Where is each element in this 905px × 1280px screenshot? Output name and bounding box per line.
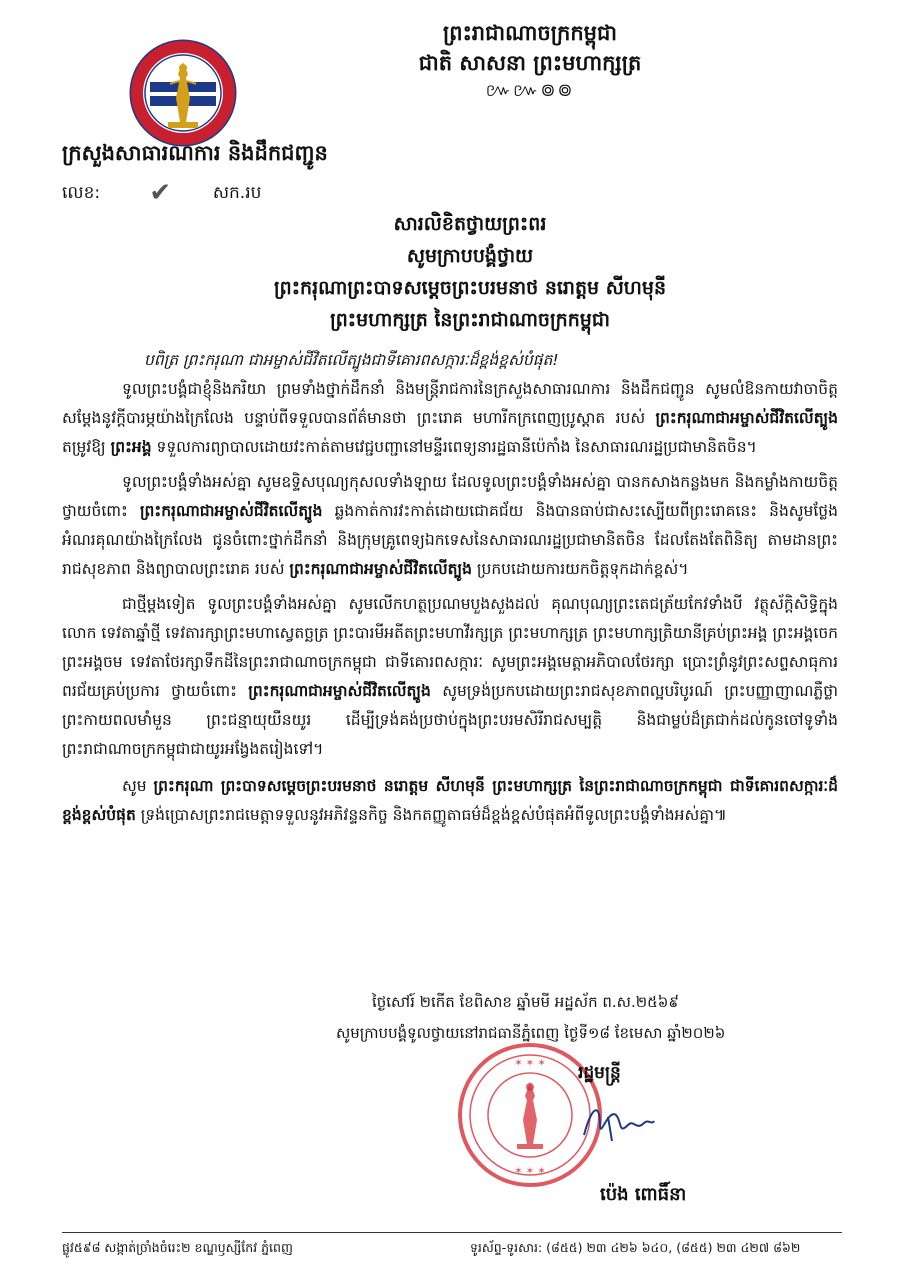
checkmark-icon: ✔ — [149, 178, 172, 208]
footer-divider — [62, 1232, 842, 1233]
ministry-logo-icon — [128, 38, 238, 148]
paragraph-3 — [62, 590, 838, 764]
text-span: សូមទ្រង់ប្រកបដោយព្រះរាជសុខភាពល្អបរិបូរណ៍ ព្រះបញ្ញាញាណភ្លឺថ្លា ព្រះកាយពលមាំមួន ព្រះជន្មាយុយឺនយូរ ដើម្បីទ្រង់គង់ប្រថាប់ក្នុងព្រះបរមសិរីរាជសម្បត្តិ និងជាម្លប់ដ៏ត្រជាក់ដល់កូនចៅទូទាំងព្រះរាជាណាចក្រកម្ពុជាជាយូរអង្វែងតរៀងទៅ។ — [62, 682, 838, 758]
letter-body — [62, 346, 838, 836]
kingdom-motto: ជាតិ សាសនា ព្រះមហាក្សត្រ — [418, 51, 642, 75]
kingdom-ornament: ៚៚៙៙ — [485, 80, 575, 101]
text-span: ឆ្លងកាត់ការវះកាត់ដោយជោគជ័យ និងបានធាប់ជាសះស្បើយពីព្រះរោគនេះ និងសូមថ្លែងអំណរគុណយ៉ាងក្រៃលែង ជូនចំពោះថ្នាក់ដឹកនាំ និងក្រុមគ្រូពេទ្យឯកទេសនៃសាធារណរដ្ឋប្រជាមានិតចិន ដែលតែងតែពិនិត្យ តាមដានព្រះរាជសុខភាព និងព្យាបាលព្រះរោគ របស់ — [62, 502, 838, 578]
signer-name: ប៉េង ពោធិ៍នា — [600, 1184, 687, 1205]
text-span: ប្រកបដោយការយកចិត្តទុកដាក់ខ្ពស់។ — [471, 560, 689, 578]
text-span: ជាថ្មីម្តងទៀត ទូលព្រះបង្គំទាំងអស់គ្នា សូមលើកហត្ថប្រណមបួងសួងដល់ គុណបុណ្យព្រះតេជត្រ័យកែវទាំងបី វត្ថុស័ក្តិសិទ្ធិក្នុងលោក ទេវតាឆ្នាំថ្មី ទេវតារក្សាព្រះមហាស្វេតច្ឆត្រ ព្រះបារមីអតីតព្រះមហាវីរក្សត្រ ព្រះមហាក្សត្រ ព្រះមហាក្សត្រិយានីគ្រប់ព្រះអង្គ ព្រះអង្គចេកព្រះអង្គចម ទេវតាថែរក្សាទឹកដីនៃព្រះរាជាណាចក្រកម្ពុជា ជាទីគោរពសក្ការៈ សូមព្រះអង្គមេត្តាអភិបាលថែរក្សា ប្រោះព្រំនូវព្រះសព្ទសាធុការពរជ័យគ្រប់ប្រការ ថ្វាយចំពោះ — [62, 595, 838, 700]
footer-address: ផ្លូវ៥៩៨ សង្កាត់ច្រាំងចំរេះ២ ខណ្ឌឫស្សីកែវ ភ្នំពេញ — [62, 1240, 293, 1255]
text-span: ទូលព្រះបង្គំទាំងអស់គ្នា សូមឧទ្ទិសបុណ្យកុសលទាំងឡាយ ដែលទូលព្រះបង្គំទាំងអស់គ្នា បានកសាងកន្លងមក និងកម្លាំងកាយចិត្ត ថ្វាយចំពោះ — [62, 473, 838, 520]
bold-span: ព្រះករុណាជាអម្ចាស់ជីវិតលើត្បូង — [139, 502, 323, 520]
ministry-name: ក្រសួងសាធារណការ និងដឹកជញ្ជូន — [62, 141, 328, 165]
title-line-1: សារលិខិតថ្វាយព្រះពរ — [393, 213, 547, 235]
text-span: សូម — [122, 777, 154, 795]
text-span: ទ្រង់ប្រោសព្រះរាជមេត្តាទទួលនូវអភិវន្ទនកិច្ច និងកតញ្ញូតាធម៌ដ៏ខ្ពង់ខ្ពស់បំផុតអំពីទូលព្រះបង្គំទាំងអស់គ្នា៕ — [135, 806, 727, 824]
paragraph-1 — [62, 375, 838, 462]
text-span: តម្រូវឱ្យ — [62, 438, 111, 456]
paragraph-4 — [62, 772, 838, 830]
title-line-2: សូមក្រាបបង្គំថ្វាយ — [406, 245, 534, 267]
signature-icon — [578, 1095, 658, 1145]
signer-title: រដ្ឋមន្ត្រី — [578, 1063, 621, 1083]
bold-span: ព្រះករុណាជាអម្ចាស់ជីវិតលើត្បូង — [655, 409, 838, 427]
bold-span: ព្រះអង្គ — [110, 438, 152, 456]
footer-phone: ទូរស័ព្ទ-ទូរសារ: (៨៥៥) ២៣ ៤២៦ ៦៤០, (៨៥៥) ២៣ ៤២៧ ៨៦២ — [470, 1240, 801, 1255]
kingdom-header — [300, 18, 760, 104]
title-line-3: ព្រះករុណាព្រះបាទសម្តេចព្រះបរមនាថ នរោត្តម សីហមុនី — [273, 277, 667, 299]
solar-date: សូមក្រាបបង្គំទូលថ្វាយនៅរាជធានីភ្នំពេញ ថ្ងៃទី១៨ ខែមេសា ឆ្នាំ២០២៦ — [336, 1024, 726, 1042]
title-line-4: ព្រះមហាក្សត្រ នៃព្រះរាជាណាចក្រកម្ពុជា — [330, 309, 610, 331]
reference-label: លេខ: — [62, 183, 101, 203]
svg-text:✶ ✶ ✶: ✶ ✶ ✶ — [514, 1166, 546, 1177]
letter-title — [110, 208, 830, 336]
kingdom-name: ព្រះរាជាណាចក្រកម្ពុជា — [442, 21, 617, 45]
svg-text:✶ ✶ ✶: ✶ ✶ ✶ — [514, 1058, 546, 1069]
bold-span: ព្រះករុណាជាអម្ចាស់ជីវិតលើត្បូង — [289, 560, 472, 578]
bold-span: ព្រះករុណាជាអម្ចាស់ជីវិតលើត្បូង — [248, 682, 431, 700]
reference-number — [62, 178, 261, 208]
text-span: ទូលព្រះបង្គំជាខ្ញុំនិងភរិយា ព្រមទាំងថ្នាក់ដឹកនាំ និងមន្ត្រីរាជការនៃក្រសួងសាធារណការ និងដឹកជញ្ជូន សូមលំឱនកាយវាចាចិត្ត សម្តែងនូវក្តីបារម្ភយ៉ាងក្រៃលែង បន្ទាប់ពីទទួលបានព័ត៌មានថា ព្រះរោគ មហារីកក្រពេញប្រូស្តាត របស់ — [62, 380, 838, 427]
lunar-date: ថ្ងៃសៅរ៍ ២កើត ខែពិសាខ ឆ្នាំមមី អដ្ឋស័ក ព.ស.២៥៦៩ — [372, 993, 679, 1011]
paragraph-2 — [62, 468, 838, 584]
reference-code: សក.រប — [212, 183, 262, 203]
text-span: ទទួលការព្យាបាលដោយវះកាត់តាមវេជ្ជបញ្ជានៅមន្ទីរពេទ្យនារដ្ឋធានីប៉េកាំង នៃសាធារណរដ្ឋប្រជាមានិតចិន។ — [151, 438, 757, 456]
bold-span: ព្រះករុណា ព្រះបាទសម្តេចព្រះបរមនាថ នរោត្តម សីហមុនី ព្រះមហាក្សត្រ នៃព្រះរាជាណាចក្រកម្ពុជា ជាទីគោរពសក្ការៈដ៏ខ្ពង់ខ្ពស់បំផុត — [62, 777, 838, 824]
salutation: បពិត្រ ព្រះករុណា ជាអម្ចាស់ជីវិតលើត្បូងជាទីគោរពសក្ការៈដ៏ខ្ពង់ខ្ពស់បំផុត! — [144, 351, 559, 369]
